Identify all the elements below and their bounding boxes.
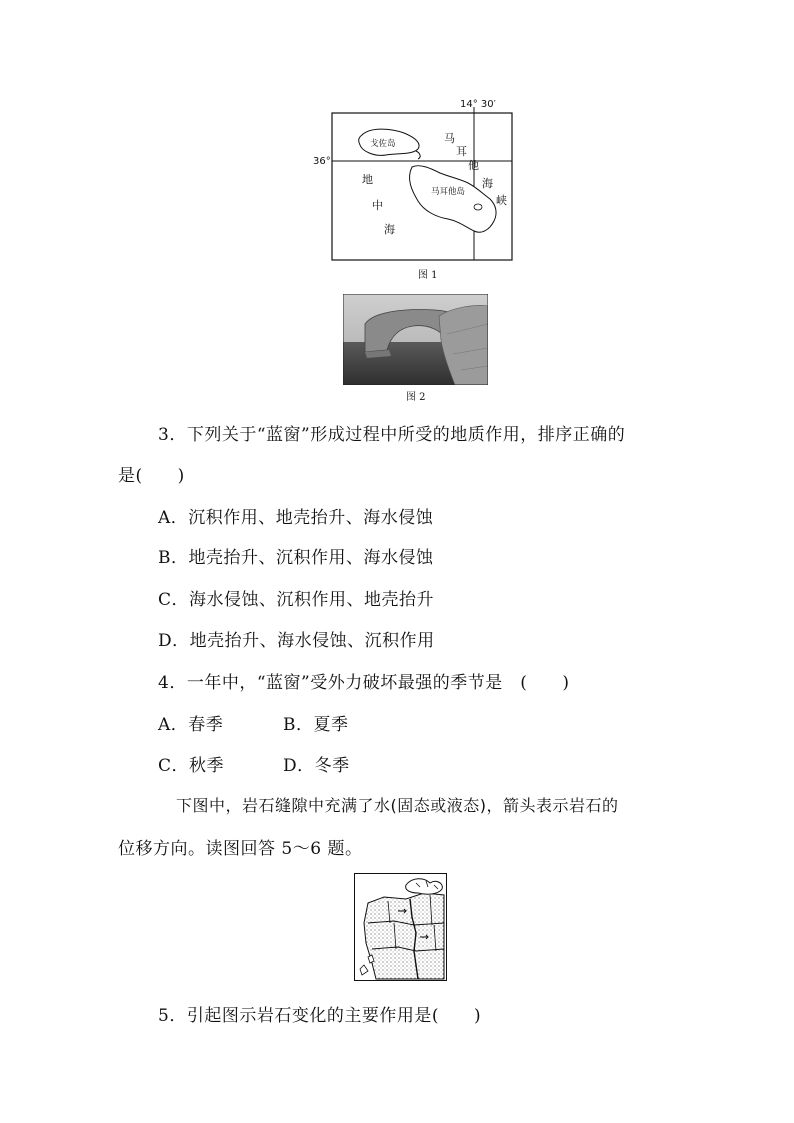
- malta-island-shape: [410, 166, 497, 233]
- intro-line2: 位移方向。读图回答 5～6 题。: [118, 839, 363, 859]
- malta-label: 马耳他岛: [431, 187, 466, 197]
- sea-char-1: 地: [362, 173, 373, 186]
- q3-option-a: A．沉积作用、地壳抬升、海水侵蚀: [158, 508, 434, 528]
- q3-option-c: C．海水侵蚀、沉积作用、地壳抬升: [158, 590, 435, 610]
- azure-window-photo: [343, 294, 488, 385]
- q4-option-c: C．秋季: [158, 756, 225, 776]
- comino-shape: [416, 151, 420, 159]
- q4-stem: 4．一年中，“蓝窗”受外力破坏最强的季节是 ( ): [158, 673, 570, 693]
- gozo-label: 戈佐岛: [370, 139, 396, 149]
- strait-char-5: 峡: [496, 194, 507, 207]
- q3-option-b: B．地壳抬升、沉积作用、海水侵蚀: [158, 548, 434, 568]
- figure-1-map: [300, 95, 530, 280]
- strait-char-3: 他: [468, 159, 479, 172]
- strait-char-1: 马: [444, 132, 455, 145]
- sea-char-3: 海: [384, 223, 395, 236]
- q3-option-d: D．地壳抬升、海水侵蚀、沉积作用: [158, 631, 435, 651]
- strait-char-2: 耳: [456, 145, 467, 158]
- q3-stem-line1: 3．下列关于“蓝窗”形成过程中所受的地质作用，排序正确的: [158, 425, 626, 445]
- sketch-rock: [364, 893, 444, 979]
- q5-stem: 5．引起图示岩石变化的主要作用是( ): [158, 1006, 482, 1026]
- malta-map: [300, 95, 530, 280]
- figure-3-rock-sketch: [354, 873, 447, 981]
- sketch-boulder-top: [406, 879, 443, 894]
- q4-option-d: D．冬季: [283, 756, 350, 776]
- longitude-label: 14° 30′: [460, 99, 496, 110]
- strait-char-4: 海: [482, 177, 493, 190]
- q3-stem-line2: 是( ): [118, 466, 185, 486]
- q4-option-a: A．春季: [158, 715, 224, 735]
- harbour-shape: [474, 204, 482, 210]
- intro-line1: 下图中，岩石缝隙中充满了水(固态或液态)，箭头表示岩石的: [176, 796, 619, 815]
- sea-char-2: 中: [372, 199, 383, 212]
- rock-sketch: [354, 873, 447, 981]
- q4-option-b: B．夏季: [283, 715, 349, 735]
- figure-1-caption: 图 1: [418, 270, 438, 281]
- figure-2-photo: [343, 294, 488, 385]
- figure-2-caption: 图 2: [406, 392, 426, 403]
- latitude-label: 36°: [313, 156, 331, 167]
